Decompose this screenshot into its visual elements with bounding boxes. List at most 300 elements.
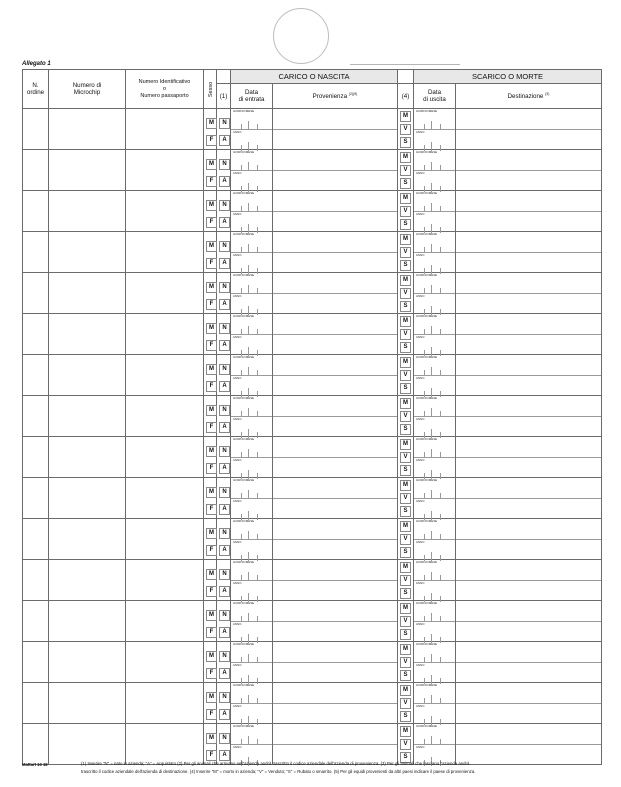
row-half-divider: [456, 580, 601, 581]
option-box-v[interactable]: V: [400, 575, 411, 586]
cell-unload-type: [398, 314, 414, 355]
cell-origin[interactable]: [273, 191, 398, 232]
cell-microchip[interactable]: [49, 355, 126, 396]
cell-destination[interactable]: [456, 601, 602, 642]
option-box-m[interactable]: M: [206, 200, 217, 211]
register-row: [23, 232, 602, 273]
cell-identifier[interactable]: [126, 560, 204, 601]
option-box-f[interactable]: F: [206, 750, 217, 761]
cell-entry-date[interactable]: [231, 396, 273, 437]
option-box-n[interactable]: N: [219, 610, 230, 621]
option-box-s[interactable]: S: [400, 588, 411, 599]
option-box-n[interactable]: N: [219, 364, 230, 375]
row-half-divider: [456, 498, 601, 499]
option-box-s[interactable]: S: [400, 752, 411, 763]
date-sublabel: GIORNO/MESE: [416, 314, 438, 318]
cell-exit-date[interactable]: [414, 191, 456, 232]
option-box-f[interactable]: F: [206, 463, 217, 474]
cell-identifier[interactable]: [126, 683, 204, 724]
cell-sex: [204, 273, 217, 314]
cell-microchip[interactable]: [49, 642, 126, 683]
cell-destination[interactable]: [456, 519, 602, 560]
cell-microchip[interactable]: [49, 437, 126, 478]
row-half-divider: [273, 293, 397, 294]
option-box-v[interactable]: V: [400, 616, 411, 627]
header-unload-spacer: [398, 70, 414, 84]
option-box-n[interactable]: N: [219, 487, 230, 498]
cell-exit-date[interactable]: [414, 437, 456, 478]
cell-microchip[interactable]: [49, 396, 126, 437]
stamp-circle: [273, 8, 329, 64]
row-half-divider: [231, 375, 272, 376]
option-box-m[interactable]: M: [400, 111, 411, 122]
option-box-s[interactable]: S: [400, 465, 411, 476]
cell-entry-date[interactable]: [231, 191, 273, 232]
option-box-m[interactable]: M: [400, 562, 411, 573]
cell-microchip[interactable]: [49, 478, 126, 519]
date-sublabel: GIORNO/MESE: [233, 396, 255, 400]
cell-origin[interactable]: [273, 396, 398, 437]
option-box-m[interactable]: M: [400, 357, 411, 368]
option-box-n[interactable]: N: [219, 528, 230, 539]
cell-identifier[interactable]: [126, 355, 204, 396]
cell-microchip[interactable]: [49, 191, 126, 232]
cell-identifier[interactable]: [126, 724, 204, 765]
cell-load-type: [217, 437, 231, 478]
option-box-a[interactable]: A: [219, 340, 230, 351]
cell-entry-date[interactable]: [231, 437, 273, 478]
cell-exit-date[interactable]: [414, 314, 456, 355]
row-half-divider: [414, 416, 455, 417]
cell-exit-date[interactable]: [414, 232, 456, 273]
cell-origin[interactable]: [273, 560, 398, 601]
option-box-m[interactable]: M: [206, 528, 217, 539]
cell-unload-type: [398, 724, 414, 765]
option-box-n[interactable]: N: [219, 569, 230, 580]
cell-entry-date[interactable]: [231, 150, 273, 191]
option-box-m[interactable]: M: [400, 193, 411, 204]
cell-identifier[interactable]: [126, 273, 204, 314]
header-group-load: CARICO O NASCITA: [231, 70, 398, 84]
date-sublabel: ANNO: [416, 417, 425, 421]
signature-line: [350, 64, 460, 65]
header-load-spacer: [217, 70, 231, 84]
cell-entry-date[interactable]: [231, 519, 273, 560]
cell-microchip[interactable]: [49, 601, 126, 642]
cell-destination[interactable]: [456, 642, 602, 683]
option-box-v[interactable]: V: [400, 657, 411, 668]
cell-destination[interactable]: [456, 314, 602, 355]
cell-identifier[interactable]: [126, 191, 204, 232]
date-sublabel: ANNO: [416, 212, 425, 216]
date-sublabel: GIORNO/MESE: [233, 437, 255, 441]
date-sublabel: GIORNO/MESE: [416, 109, 438, 113]
option-box-a[interactable]: A: [219, 709, 230, 720]
date-sublabel: GIORNO/MESE: [233, 560, 255, 564]
register-row: [23, 314, 602, 355]
date-sublabel: ANNO: [233, 581, 242, 585]
cell-sex: [204, 314, 217, 355]
option-box-a[interactable]: A: [219, 299, 230, 310]
cell-entry-date[interactable]: [231, 560, 273, 601]
option-box-v[interactable]: V: [400, 493, 411, 504]
option-box-n[interactable]: N: [219, 323, 230, 334]
cell-entry-date[interactable]: [231, 683, 273, 724]
cell-origin[interactable]: [273, 683, 398, 724]
cell-destination[interactable]: [456, 396, 602, 437]
cell-exit-date[interactable]: [414, 273, 456, 314]
cell-order-number[interactable]: [23, 355, 49, 396]
cell-order-number[interactable]: [23, 724, 49, 765]
option-box-f[interactable]: F: [206, 217, 217, 228]
option-box-v[interactable]: V: [400, 247, 411, 258]
date-sublabel: GIORNO/MESE: [233, 273, 255, 277]
option-box-s[interactable]: S: [400, 342, 411, 353]
cell-microchip[interactable]: [49, 273, 126, 314]
option-box-m[interactable]: M: [400, 603, 411, 614]
option-box-f[interactable]: F: [206, 422, 217, 433]
cell-order-number[interactable]: [23, 150, 49, 191]
option-box-m[interactable]: M: [206, 159, 217, 170]
option-box-s[interactable]: S: [400, 137, 411, 148]
option-box-v[interactable]: V: [400, 370, 411, 381]
row-half-divider: [231, 703, 272, 704]
option-box-m[interactable]: M: [206, 569, 217, 580]
option-box-m[interactable]: M: [400, 644, 411, 655]
option-box-m[interactable]: M: [400, 439, 411, 450]
option-box-m[interactable]: M: [206, 733, 217, 744]
option-box-m[interactable]: M: [400, 521, 411, 532]
cell-order-number[interactable]: [23, 109, 49, 150]
cell-origin[interactable]: [273, 355, 398, 396]
option-box-s[interactable]: S: [400, 547, 411, 558]
cell-origin[interactable]: [273, 601, 398, 642]
option-box-n[interactable]: N: [219, 733, 230, 744]
cell-order-number[interactable]: [23, 437, 49, 478]
register-sheet: [22, 69, 601, 765]
option-box-a[interactable]: A: [219, 504, 230, 515]
option-box-v[interactable]: V: [400, 165, 411, 176]
cell-origin[interactable]: [273, 724, 398, 765]
option-box-a[interactable]: A: [219, 135, 230, 146]
option-box-a[interactable]: A: [219, 422, 230, 433]
row-half-divider: [414, 539, 455, 540]
option-box-f[interactable]: F: [206, 545, 217, 556]
cell-entry-date[interactable]: [231, 314, 273, 355]
row-half-divider: [273, 416, 397, 417]
option-box-m[interactable]: M: [206, 323, 217, 334]
cell-origin[interactable]: [273, 642, 398, 683]
cell-identifier[interactable]: [126, 437, 204, 478]
cell-destination[interactable]: [456, 232, 602, 273]
cell-order-number[interactable]: [23, 478, 49, 519]
cell-origin[interactable]: [273, 478, 398, 519]
cell-unload-type: [398, 273, 414, 314]
cell-load-type: [217, 355, 231, 396]
option-box-v[interactable]: V: [400, 329, 411, 340]
option-box-m[interactable]: M: [400, 398, 411, 409]
option-box-f[interactable]: F: [206, 709, 217, 720]
cell-sex: [204, 150, 217, 191]
cell-exit-date[interactable]: [414, 601, 456, 642]
cell-order-number[interactable]: [23, 683, 49, 724]
cell-microchip[interactable]: [49, 314, 126, 355]
option-box-m[interactable]: M: [400, 685, 411, 696]
cell-origin[interactable]: [273, 314, 398, 355]
option-box-m[interactable]: M: [400, 316, 411, 327]
row-half-divider: [273, 744, 397, 745]
register-row: [23, 191, 602, 232]
option-box-n[interactable]: N: [219, 405, 230, 416]
cell-destination[interactable]: [456, 437, 602, 478]
option-box-m[interactable]: M: [400, 234, 411, 245]
cell-origin[interactable]: [273, 109, 398, 150]
row-half-divider: [414, 662, 455, 663]
option-box-f[interactable]: F: [206, 176, 217, 187]
option-box-s[interactable]: S: [400, 219, 411, 230]
date-sublabel: ANNO: [416, 335, 425, 339]
option-box-a[interactable]: A: [219, 586, 230, 597]
option-box-s[interactable]: S: [400, 711, 411, 722]
cell-sex: [204, 191, 217, 232]
option-box-m[interactable]: M: [206, 241, 217, 252]
cell-identifier[interactable]: [126, 314, 204, 355]
option-box-a[interactable]: A: [219, 668, 230, 679]
option-box-m[interactable]: M: [400, 726, 411, 737]
option-box-m[interactable]: M: [206, 651, 217, 662]
option-box-a[interactable]: A: [219, 258, 230, 269]
cell-order-number[interactable]: [23, 519, 49, 560]
cell-origin[interactable]: [273, 273, 398, 314]
date-sublabel: ANNO: [416, 294, 425, 298]
option-box-f[interactable]: F: [206, 504, 217, 515]
cell-sex: [204, 396, 217, 437]
option-box-f[interactable]: F: [206, 668, 217, 679]
date-sublabel: ANNO: [233, 335, 242, 339]
cell-destination[interactable]: [456, 191, 602, 232]
cell-destination[interactable]: [456, 109, 602, 150]
cell-destination[interactable]: [456, 150, 602, 191]
option-box-s[interactable]: S: [400, 629, 411, 640]
cell-load-type: [217, 683, 231, 724]
option-box-f[interactable]: F: [206, 586, 217, 597]
date-sublabel: ANNO: [416, 253, 425, 257]
option-box-v[interactable]: V: [400, 288, 411, 299]
cell-load-type: [217, 191, 231, 232]
option-box-v[interactable]: V: [400, 206, 411, 217]
option-box-s[interactable]: S: [400, 178, 411, 189]
cell-identifier[interactable]: [126, 109, 204, 150]
option-box-a[interactable]: A: [219, 463, 230, 474]
option-box-v[interactable]: V: [400, 534, 411, 545]
option-box-f[interactable]: F: [206, 627, 217, 638]
cell-exit-date[interactable]: [414, 150, 456, 191]
option-box-a[interactable]: A: [219, 217, 230, 228]
cell-exit-date[interactable]: [414, 355, 456, 396]
cell-identifier[interactable]: [126, 150, 204, 191]
option-box-m[interactable]: M: [400, 152, 411, 163]
cell-destination[interactable]: [456, 683, 602, 724]
date-sublabel: ANNO: [416, 376, 425, 380]
cell-destination[interactable]: [456, 560, 602, 601]
cell-identifier[interactable]: [126, 601, 204, 642]
cell-destination[interactable]: [456, 273, 602, 314]
cell-load-type: [217, 642, 231, 683]
date-sublabel: GIORNO/MESE: [416, 232, 438, 236]
option-box-f[interactable]: F: [206, 258, 217, 269]
date-sublabel: GIORNO/MESE: [233, 150, 255, 154]
option-box-a[interactable]: A: [219, 627, 230, 638]
option-box-m[interactable]: M: [206, 282, 217, 293]
cell-entry-date[interactable]: [231, 109, 273, 150]
cell-sex: [204, 601, 217, 642]
cell-entry-date[interactable]: [231, 642, 273, 683]
option-box-v[interactable]: V: [400, 739, 411, 750]
cell-load-type: [217, 150, 231, 191]
row-half-divider: [456, 457, 601, 458]
cell-microchip[interactable]: [49, 560, 126, 601]
register-row: [23, 273, 602, 314]
cell-order-number[interactable]: [23, 560, 49, 601]
cell-origin[interactable]: [273, 519, 398, 560]
cell-exit-date[interactable]: [414, 560, 456, 601]
option-box-m[interactable]: M: [206, 405, 217, 416]
cell-order-number[interactable]: [23, 601, 49, 642]
register-row: [23, 724, 602, 765]
header-destination: Destinazione $^{(3)}$: [456, 84, 602, 109]
option-box-s[interactable]: S: [400, 301, 411, 312]
cell-order-number[interactable]: [23, 642, 49, 683]
cell-order-number[interactable]: [23, 232, 49, 273]
option-box-m[interactable]: M: [400, 480, 411, 491]
option-box-n[interactable]: N: [219, 159, 230, 170]
option-box-n[interactable]: N: [219, 200, 230, 211]
option-box-m[interactable]: M: [206, 118, 217, 129]
option-box-s[interactable]: S: [400, 260, 411, 271]
cell-order-number[interactable]: [23, 191, 49, 232]
cell-exit-date[interactable]: [414, 109, 456, 150]
option-box-f[interactable]: F: [206, 299, 217, 310]
cell-exit-date[interactable]: [414, 519, 456, 560]
row-half-divider: [273, 375, 397, 376]
option-box-f[interactable]: F: [206, 381, 217, 392]
cell-entry-date[interactable]: [231, 355, 273, 396]
option-box-s[interactable]: S: [400, 383, 411, 394]
cell-microchip[interactable]: [49, 724, 126, 765]
cell-order-number[interactable]: [23, 396, 49, 437]
option-box-v[interactable]: V: [400, 124, 411, 135]
cell-identifier[interactable]: [126, 396, 204, 437]
cell-origin[interactable]: [273, 232, 398, 273]
date-sublabel: GIORNO/MESE: [233, 232, 255, 236]
cell-identifier[interactable]: [126, 519, 204, 560]
cell-sex: [204, 724, 217, 765]
option-box-s[interactable]: S: [400, 670, 411, 681]
row-half-divider: [414, 621, 455, 622]
option-box-n[interactable]: N: [219, 446, 230, 457]
row-half-divider: [273, 621, 397, 622]
cell-exit-date[interactable]: [414, 396, 456, 437]
option-box-s[interactable]: S: [400, 506, 411, 517]
cell-origin[interactable]: [273, 437, 398, 478]
cell-entry-date[interactable]: [231, 273, 273, 314]
date-sublabel: ANNO: [233, 253, 242, 257]
option-box-v[interactable]: V: [400, 452, 411, 463]
cell-identifier[interactable]: [126, 642, 204, 683]
cell-microchip[interactable]: [49, 150, 126, 191]
option-box-n[interactable]: N: [219, 692, 230, 703]
cell-exit-date[interactable]: [414, 724, 456, 765]
option-box-s[interactable]: S: [400, 424, 411, 435]
header-origin: Provenienza $^{(2)(5)}$: [273, 84, 398, 109]
cell-exit-date[interactable]: [414, 683, 456, 724]
option-box-a[interactable]: A: [219, 381, 230, 392]
option-box-a[interactable]: A: [219, 750, 230, 761]
cell-load-type: [217, 519, 231, 560]
date-sublabel: GIORNO/MESE: [416, 642, 438, 646]
cell-entry-date[interactable]: [231, 478, 273, 519]
option-box-f[interactable]: F: [206, 135, 217, 146]
cell-microchip[interactable]: [49, 683, 126, 724]
row-half-divider: [414, 334, 455, 335]
cell-identifier[interactable]: [126, 232, 204, 273]
date-sublabel: GIORNO/MESE: [416, 355, 438, 359]
option-box-m[interactable]: M: [206, 487, 217, 498]
option-box-a[interactable]: A: [219, 545, 230, 556]
option-box-m[interactable]: M: [206, 446, 217, 457]
cell-origin[interactable]: [273, 150, 398, 191]
register-table: [22, 69, 602, 765]
cell-microchip[interactable]: [49, 109, 126, 150]
cell-exit-date[interactable]: [414, 478, 456, 519]
cell-entry-date[interactable]: [231, 232, 273, 273]
option-box-f[interactable]: F: [206, 340, 217, 351]
cell-destination[interactable]: [456, 478, 602, 519]
date-sublabel: ANNO: [416, 458, 425, 462]
option-box-m[interactable]: M: [206, 364, 217, 375]
cell-order-number[interactable]: [23, 273, 49, 314]
cell-destination[interactable]: [456, 355, 602, 396]
header-note4: (4): [398, 84, 414, 109]
cell-entry-date[interactable]: [231, 601, 273, 642]
date-sublabel: GIORNO/MESE: [233, 109, 255, 113]
cell-destination[interactable]: [456, 724, 602, 765]
option-box-m[interactable]: M: [206, 610, 217, 621]
register-row: [23, 642, 602, 683]
cell-order-number[interactable]: [23, 314, 49, 355]
option-box-v[interactable]: V: [400, 698, 411, 709]
row-half-divider: [231, 457, 272, 458]
cell-entry-date[interactable]: [231, 724, 273, 765]
option-box-n[interactable]: N: [219, 651, 230, 662]
register-row: [23, 601, 602, 642]
cell-exit-date[interactable]: [414, 642, 456, 683]
row-half-divider: [231, 170, 272, 171]
header-exit-date: Data di uscita: [414, 84, 456, 109]
option-box-m[interactable]: M: [400, 275, 411, 286]
cell-microchip[interactable]: [49, 519, 126, 560]
option-box-a[interactable]: A: [219, 176, 230, 187]
option-box-v[interactable]: V: [400, 411, 411, 422]
cell-microchip[interactable]: [49, 232, 126, 273]
option-box-n[interactable]: N: [219, 241, 230, 252]
date-sublabel: ANNO: [233, 376, 242, 380]
option-box-m[interactable]: M: [206, 692, 217, 703]
cell-identifier[interactable]: [126, 478, 204, 519]
option-box-n[interactable]: N: [219, 118, 230, 129]
row-half-divider: [273, 211, 397, 212]
option-box-n[interactable]: N: [219, 282, 230, 293]
